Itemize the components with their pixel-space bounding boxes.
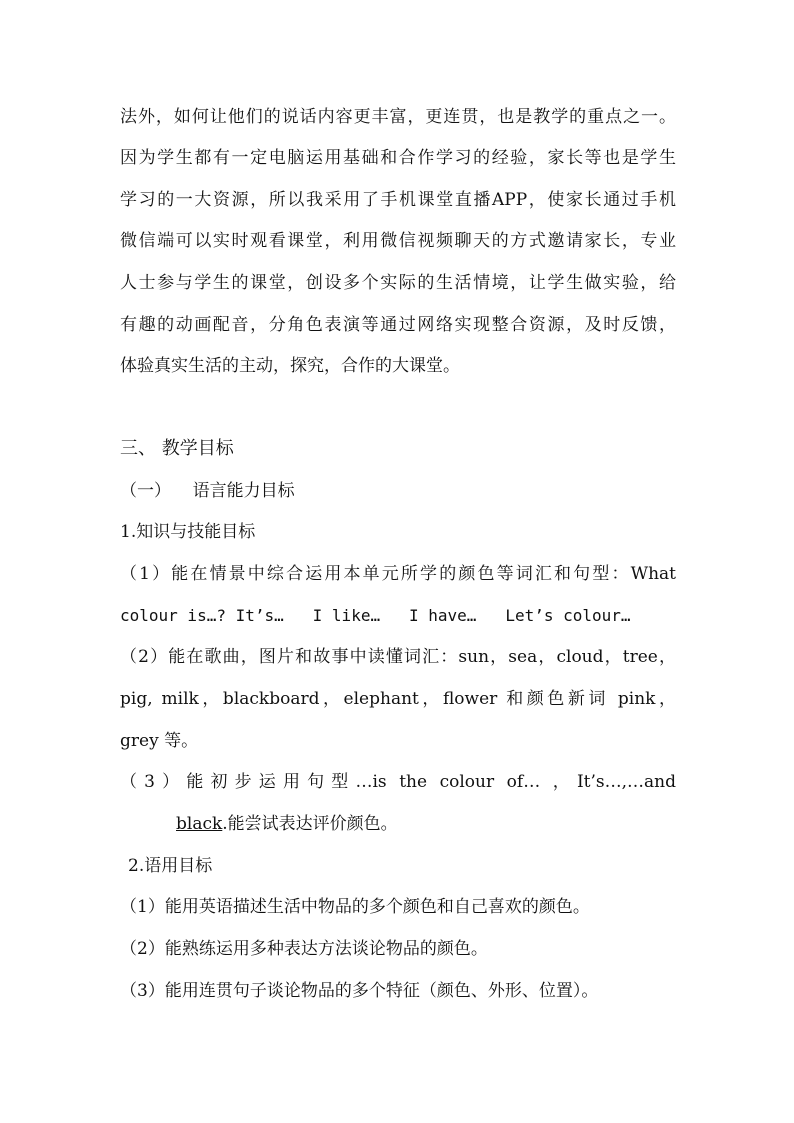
paragraph-line: 法外，如何让他们的说话内容更丰富，更连贯，也是教学的重点之一。 [120,107,676,127]
paragraph-line: 体验真实生活的主动，探究，合作的大课堂。 [120,356,460,376]
knowledge-goal-title: 1.知识与技能目标 [120,522,256,542]
paragraph-line: 因为学生都有一定电脑运用基础和合作学习的经验，家长等也是学生 [120,148,676,168]
subsection-heading: （一） 语言能力目标 [120,481,295,501]
knowledge-item-3: （3）能初步运用句型…is the colour of… ，It’s…,…and [120,772,676,792]
section-heading: 三、 教学目标 [120,438,234,459]
knowledge-item-2-end: grey 等。 [120,731,199,751]
usage-goal-title: 2.语用目标 [128,856,213,876]
paragraph-line: 有趣的动画配音，分角色表演等通过网络实现整合资源，及时反馈， [120,315,676,335]
knowledge-item-1: （1）能在情景中综合运用本单元所学的颜色等词汇和句型：What [120,564,676,584]
usage-item-2: （2）能熟练运用多种表达方法谈论物品的颜色。 [120,939,488,959]
knowledge-item-3-cont [176,812,398,836]
paragraph-line: 学习的一大资源，所以我采用了手机课堂直播APP，使家长通过手机 [120,190,676,210]
paragraph-line: 人士参与学生的课堂，创设多个实际的生活情境，让学生做实验，给 [120,273,676,293]
underlined-word: black [176,814,223,834]
knowledge-item-2: （2）能在歌曲，图片和故事中读懂词汇：sun，sea，cloud，tree， [120,647,676,667]
paragraph-line: 微信端可以实时观看课堂，利用微信视频聊天的方式邀请家长，专业 [120,231,676,251]
usage-item-3: （3）能用连贯句子谈论物品的多个特征（颜色、外形、位置）。 [120,981,599,1001]
knowledge-item-1-cont: colour is…? It’s… I like… I have… Let’s colour… [120,606,631,625]
usage-item-1: （1）能用英语描述生活中物品的多个颜色和自己喜欢的颜色。 [120,897,590,917]
sentence-rest: .能尝试表达评价颜色。 [222,814,398,834]
knowledge-item-2-cont: pig, milk，blackboard，elephant，flower 和颜色新词 pink， [120,689,676,709]
